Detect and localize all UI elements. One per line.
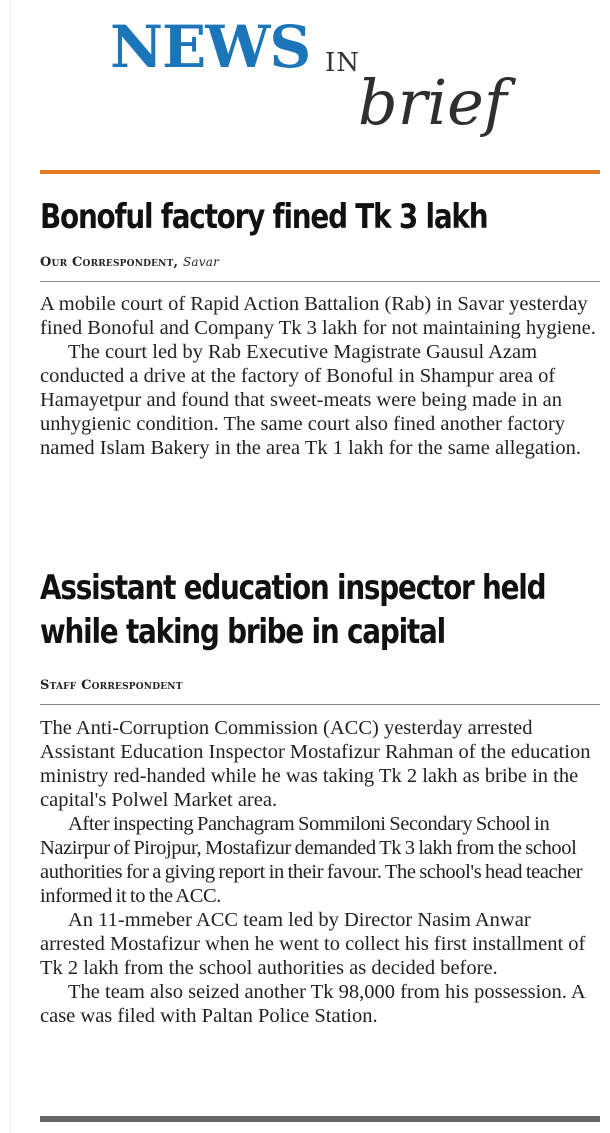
- article-2-byline: [40, 678, 183, 693]
- article-1-headline: Bonoful factory fined Tk 3 lakh: [40, 197, 488, 237]
- article-1-paragraph-1: A mobile court of Rapid Action Battalion (Rab) in Savar yesterday fined Bonoful and Company Tk 3 lakh for not maintaining hygiene.: [40, 293, 596, 339]
- article-2-paragraph-3: An 11-mmeber ACC team led by Director Nasim Anwar arrested Mostafizur when he went to collect his first installment of Tk 2 lakh from the school authorities as decided before.: [40, 909, 586, 979]
- masthead-in-word: IN: [325, 48, 361, 78]
- news-in-brief-masthead: [40, 10, 600, 170]
- article-1-divider: [40, 281, 600, 282]
- article-2-divider: [40, 704, 600, 705]
- masthead-orange-rule: [40, 170, 600, 174]
- article-2-headline: Assistant education inspector held while taking bribe in capital: [40, 568, 546, 652]
- article-1-body: [40, 292, 600, 460]
- page-gutter: [0, 0, 11, 1133]
- article-2-byline-author: Staff Correspondent: [40, 678, 183, 693]
- article-1-byline-location: Savar: [182, 255, 220, 269]
- page-bottom-rule: [40, 1116, 600, 1122]
- article-2-body: [40, 716, 600, 1028]
- article-2-paragraph-2: After inspecting Panchagram Sommiloni Secondary School in Nazirpur of Pirojpur, Mostafizur demanded Tk 3 lakh from the school authorities for a giving report in their favour. The school's head teacher informed it to the ACC.: [40, 813, 583, 907]
- article-1-paragraph-2: The court led by Rab Executive Magistrate Gausul Azam conducted a drive at the factory of Bonoful in Shampur area of Hamayetpur and found that sweet-meats were being made in an unhygienic condition. The same court also fined another factory named Islam Bakery in the area Tk 1 lakh for the same allegation.: [40, 341, 581, 459]
- masthead-brief-word: brief: [358, 66, 507, 139]
- article-1-byline: [40, 255, 219, 270]
- article-2-paragraph-4: The team also seized another Tk 98,000 from his possession. A case was filed with Paltan Police Station.: [40, 981, 585, 1027]
- article-2-paragraph-1: The Anti-Corruption Commission (ACC) yesterday arrested Assistant Education Inspector Mostafizur Rahman of the education ministry red-handed while he was taking Tk 2 lakh as bribe in the capital's Polwel Market area.: [40, 717, 591, 811]
- article-1-byline-author: Our Correspondent,: [40, 255, 179, 270]
- masthead-news-word: NEWS: [110, 13, 311, 81]
